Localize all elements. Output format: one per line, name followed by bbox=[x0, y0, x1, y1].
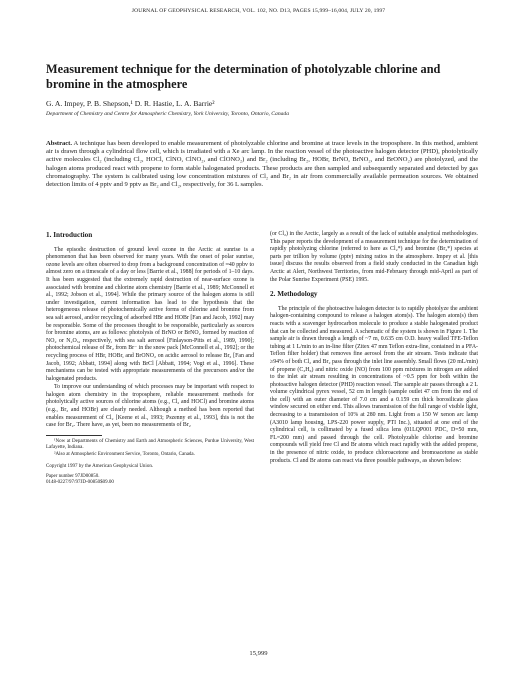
right-column bbox=[270, 231, 478, 651]
body-paragraph: The episodic destruction of ground level ozone in the Arctic at sunrise is a phenomenon that has been observed for many years. With the onset of polar sunrise, ozone levels are often observed to drop from a background concentration of ≈40 ppbv to almost zero on a timescale of a day or less [Barrie et al., 1988] for periods of 1–10 days. It has been suggested that the extremely rapid destruction of near-surface ozone is associated with bromine and chlorine atom chemistry [Barrie et al., 1989; McConnell et al., 1992; Jobson et al., 1994]. While the primary source of the halogen atoms is still under investigation, current information has lead to the hypothesis that the heterogeneous release of photochemically active forms of chlorine and bromine from sea salt aerosol, and/or recycling of adsorbed HBr and HOBr [Fan and Jacob, 1992] may be responsible. Some of the processes thought to be responsible, particularly as sources for bromine atoms, are as follows: photolysis of BrNO or BrNO₂ formed by reaction of NO₂ or N₂O₅, respectively, with sea salt aerosol [Finlayson-Pitts et al., 1989, 1990]; photochemical release of Br₂ from Br⁻ in the snow pack [McConnell et al., 1992]; or the recycling process of HBr, HOBr, and BrONO₂ on acidic aerosol to release Br₂ [Fan and Jacob, 1992; Abbatt, 1994] along with BrCl [Abbatt, 1994; Vogt et al., 1996]. These mechanisms can be tested with appropriate measurements of the precursors and/or the halogenated products. bbox=[46, 246, 254, 382]
copyright-notice: Copyright 1997 by the American Geophysical Union. bbox=[46, 463, 154, 469]
paper-title: Measurement technique for the determination of photolyzable chlorine and bromine in the atmosphere bbox=[46, 62, 441, 91]
section-heading-introduction: 1. Introduction bbox=[46, 231, 93, 239]
footnote: ¹Now at Departments of Chemistry and Earth and Atmospheric Sciences, Purdue University, West Lafayette, Indiana. bbox=[46, 438, 254, 451]
body-paragraph: (or Cl₂) in the Arctic, largely as a result of the lack of suitable analytical methodologies. This paper reports the development of a measurement technique for the determination of rapidly photolyzing chlorine (referred to here as Cl₂*) and bromine (Br₂*) species at parts per trillion by volume (pptv) mixing ratios in the atmosphere. Impey et al. [this issue] discuss the results observed from a field study conducted in the Canadian high Arctic at Alert, Northwest Territories, from mid-February through mid-April as part of the Polar Sunrise Experiment (PSE) 1995. bbox=[270, 231, 478, 283]
body-paragraph: The principle of the photoactive halogen detector is to rapidly photolyze the ambient halogen-containing compound to release a halogen atom(s). The halogen atom(s) then reacts with a scavenger hydrocarbon molecule to produce a stable halogenated product that can be collected and measured. A schematic of the system is shown in Figure 1. The sample air is drawn through a length of ~7 m, 0.635 cm O.D. heavy walled TFE-Teflon tubing at 1 L/min to an in-line filter (Zitex 47 mm Teflon extra-fine, contained in a PFA-Teflon filter holder) that removes fine aerosol from the air stream. Tests indicate that ≥94% of both Cl₂ and Br₂ pass through the inlet line assembly. Small flows (20 mL/min) of propene (C₃H₆) and nitric oxide (NO) from 100 ppm mixtures in nitrogen are added to the inlet air stream resulting in concentrations of ~0.5 ppm for both within the photoactive halogen detector (PHD) reaction vessel. The sample air passes through a 2 L volume cylindrical pyrex vessel, 52 cm in length (sample outlet 47 cm from the end of the cell) with an outer diameter of 7.0 cm and a 0.159 cm thick borosilicate glass window secured on either end. This allows transmission of the full range of visible light, decreasing to a transmission of 10% at 280 nm. Light from a 150 W xenon arc lamp (A3010 lamp housing, LPS-220 power supply, PTI Inc.), situated at one end of the cylindrical cell, is collimated by a fused silica lens (01LQP001 PDC, D=50 mm, FL=200 mm) and passed through the cell. Photolyzable chlorine and bromine compounds will yield free Cl and Br atoms which react rapidly with the added propene, in the presence of nitric oxide, to produce chloroacetone and bromoacetone as stable products. Cl and Br atoms can react via three possible pathways, as shown below: bbox=[270, 305, 478, 464]
author-list: G. A. Impey, P. B. Shepson,¹ D. R. Hastie, L. A. Barrie² bbox=[46, 99, 215, 108]
footnote-divider bbox=[46, 435, 102, 436]
section-heading-methodology: 2. Methodology bbox=[270, 290, 318, 299]
author-affiliation: Department of Chemistry and Centre for Atmospheric Chemistry, York University, Toronto, Ontario, Canada bbox=[46, 111, 290, 117]
issn-code: 0148-0227/97/97JD-00850$09.00 bbox=[46, 480, 114, 486]
paper-number: Paper number 97JD00850. bbox=[46, 474, 100, 480]
page-number: 15,999 bbox=[249, 650, 268, 657]
abstract-label: Abstract. bbox=[46, 140, 72, 147]
left-column bbox=[46, 230, 254, 610]
abstract bbox=[46, 140, 478, 189]
abstract-text: A technique has been developed to enable measurement of photolyzable chlorine and bromine at trace levels in the troposphere. In this method, ambient air is drawn through a cylindrical flow cell, which is irradiated with a Xe arc lamp. In the reaction vessel of the photoactive halogen detector (PHD), photolytically active molecules Cl₂ (including Cl₂, HOCl, ClNO, ClNO₂, and ClONO₂) and Br₂ (including Br₂, HOBr, BrNO, BrNO₂, and BrONO₂) are photolyzed, and the halogen atoms produced react with propene to form stable halogenated products. These products are then sampled and subsequently separated and detected by gas chromatography. The system is calibrated using low concentration mixtures of Cl₂ and Br₂ in air from commercially available permeation sources. We obtained detection limits of 4 pptv and 9 pptv as Br₂ and Cl₂, respectively, for 36 L samples. bbox=[46, 140, 478, 189]
body-paragraph: To improve our understanding of which processes may be important with respect to halogen atom chemistry in the troposphere, reliable measurement methods for photolytically active sources of chlorine atoms (e.g., Cl₂ and HOCl) and bromine atoms (e.g., Br₂ and HOBr) are clearly needed. Although a method has been reported that enables measurement of Cl₂ [Keene et al., 1993; Pszenny et al., 1993], this is not the case for Br₂. There have, as yet, been no measurements of Br₂ bbox=[46, 384, 254, 429]
footnote: ²Also at Atmospheric Environment Service, Toronto, Ontario, Canada. bbox=[54, 452, 195, 458]
running-head: JOURNAL OF GEOPHYSICAL RESEARCH, VOL. 102, NO. D13, PAGES 15,999–16,004, JULY 20, 1997 bbox=[131, 8, 386, 14]
